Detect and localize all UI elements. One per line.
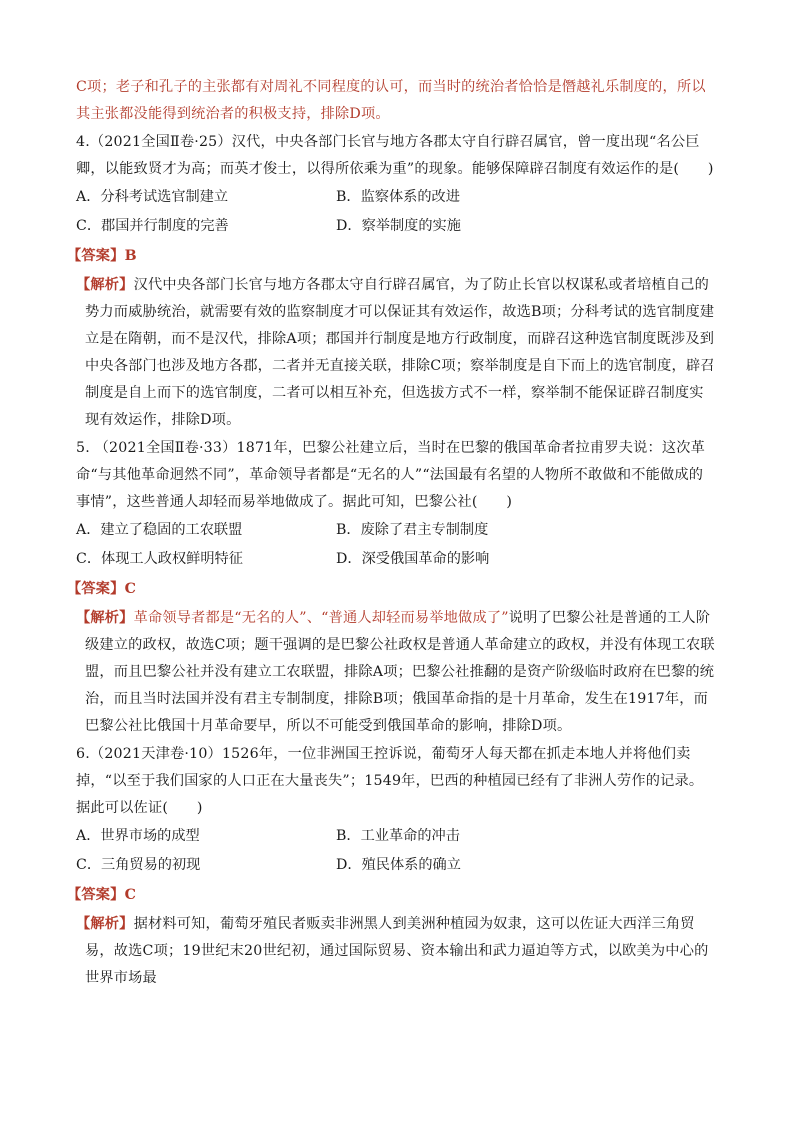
question-stem: 4.（2021全国Ⅱ卷·25）汉代，中央各部门长官与地方各郡太守自行辟召属官，曾一度出现“名公巨卿，以能致贤才为高；而英才俊士，以得所依乘为重”的现象。能够保障辟召制度有效运作的是( ): [76, 134, 714, 177]
answer-tag: 【答案】: [67, 887, 125, 903]
option-grid: [76, 516, 716, 574]
answer-line: [67, 574, 716, 605]
analysis-text: 说明了巴黎公社是普通的工人阶级建立的政权，故选C项；题干强调的是巴黎公社政权是普通人革命建立的政权，并没有体现工农联盟，而且巴黎公社并没有建立工农联盟，排除A项；巴黎公社推翻的是资产阶级临时政府在巴黎的统治，而且当时法国并没有君主专制制度，排除B项；俄国革命指的是十月革命，发生在1917年，而巴黎公社比俄国十月革命要早，所以不可能受到俄国革命的影响，排除D项。: [85, 610, 715, 734]
option-b: B．监察体系的改进: [336, 189, 460, 205]
analysis-tag: 【解析】: [76, 916, 134, 932]
answer-value: B: [124, 248, 137, 264]
answer-line: [67, 880, 716, 911]
option-c: C．体现工人政权鲜明特征: [76, 551, 243, 567]
analysis-text: 据材料可知，葡萄牙殖民者贩卖非洲黑人到美洲种植园为奴隶，这可以佐证大西洋三角贸易，故选C项；19世纪末20世纪初，通过国际贸易、资本输出和武力逼迫等方式，以欧美为中心的世界市场最: [85, 916, 709, 986]
option-grid: [76, 183, 716, 241]
option-d: D．深受俄国革命的影响: [336, 551, 490, 567]
analysis-tag: 【解析】: [76, 277, 134, 293]
option-grid: [76, 822, 716, 880]
option-a: A．建立了稳固的工农联盟: [76, 522, 243, 538]
option-b: B．废除了君主专制制度: [336, 522, 489, 538]
option-c: C．郡国并行制度的完善: [76, 218, 229, 234]
question-4: [67, 129, 716, 434]
analysis-tag: 【解析】: [76, 610, 134, 626]
option-c: C．三角贸易的初现: [76, 857, 201, 873]
option-b: B．工业革命的冲击: [336, 828, 460, 844]
option-a: A．世界市场的成型: [76, 828, 200, 844]
previous-analysis-tail: C项；老子和孔子的主张都有对周礼不同程度的认可，而当时的统治者恰恰是僭越礼乐制度的，所以其主张都没能得到统治者的积极支持，排除D项。: [76, 79, 706, 122]
analysis-quote: 革命领导者都是“无名的人”、“普通人却轻而易举地做成了”: [133, 610, 509, 626]
analysis: [76, 605, 716, 740]
question-stem: 5. （2021全国Ⅱ卷·33）1871年，巴黎公社建立后，当时在巴黎的俄国革命者拉甫罗夫说：这次革命“与其他革命迥然不同”，革命领导者都是“无名的人”“法国最有名望的人物所不敢做和不能做成的事情”，这些普通人却轻而易举地做成了。据此可知，巴黎公社( ): [76, 440, 706, 510]
answer-tag: 【答案】: [67, 581, 125, 597]
answer-tag: 【答案】: [67, 248, 125, 264]
answer-value: C: [124, 581, 137, 597]
question-stem: 6.（2021天津卷·10）1526年，一位非洲国王控诉说，葡萄牙人每天都在抓走本地人并将他们卖掉，“以至于我们国家的人口正在大量丧失”；1549年，巴西的种植园已经有了非洲人劳作的记录。据此可以佐证( ): [76, 746, 704, 816]
analysis: [76, 911, 716, 992]
analysis: [76, 272, 716, 434]
answer-line: [67, 241, 716, 272]
option-a: A．分科考试选官制建立: [76, 189, 229, 205]
option-d: D．察举制度的实施: [336, 218, 461, 234]
analysis-text: 汉代中央各部门长官与地方各郡太守自行辟召属官，为了防止长官以权谋私或者培植自己的势力而威胁统治，就需要有效的监察制度才可以保证其有效运作，故选B项；分科考试的选官制度建立是在隋朝，而不是汉代，排除A项；郡国并行制度是地方行政制度，而辟召这种选官制度既涉及到中央各部门也涉及地方各郡，二者并无直接关联，排除C项；察举制度是自下而上的选官制度，辟召制度是自上而下的选官制度，二者可以相互补充，但选拔方式不一样，察举制不能保证辟召制度实现有效运作，排除D项。: [85, 277, 715, 428]
option-d: D．殖民体系的确立: [336, 857, 461, 873]
question-6: [67, 741, 716, 992]
question-5: [67, 435, 716, 740]
answer-value: C: [124, 887, 137, 903]
